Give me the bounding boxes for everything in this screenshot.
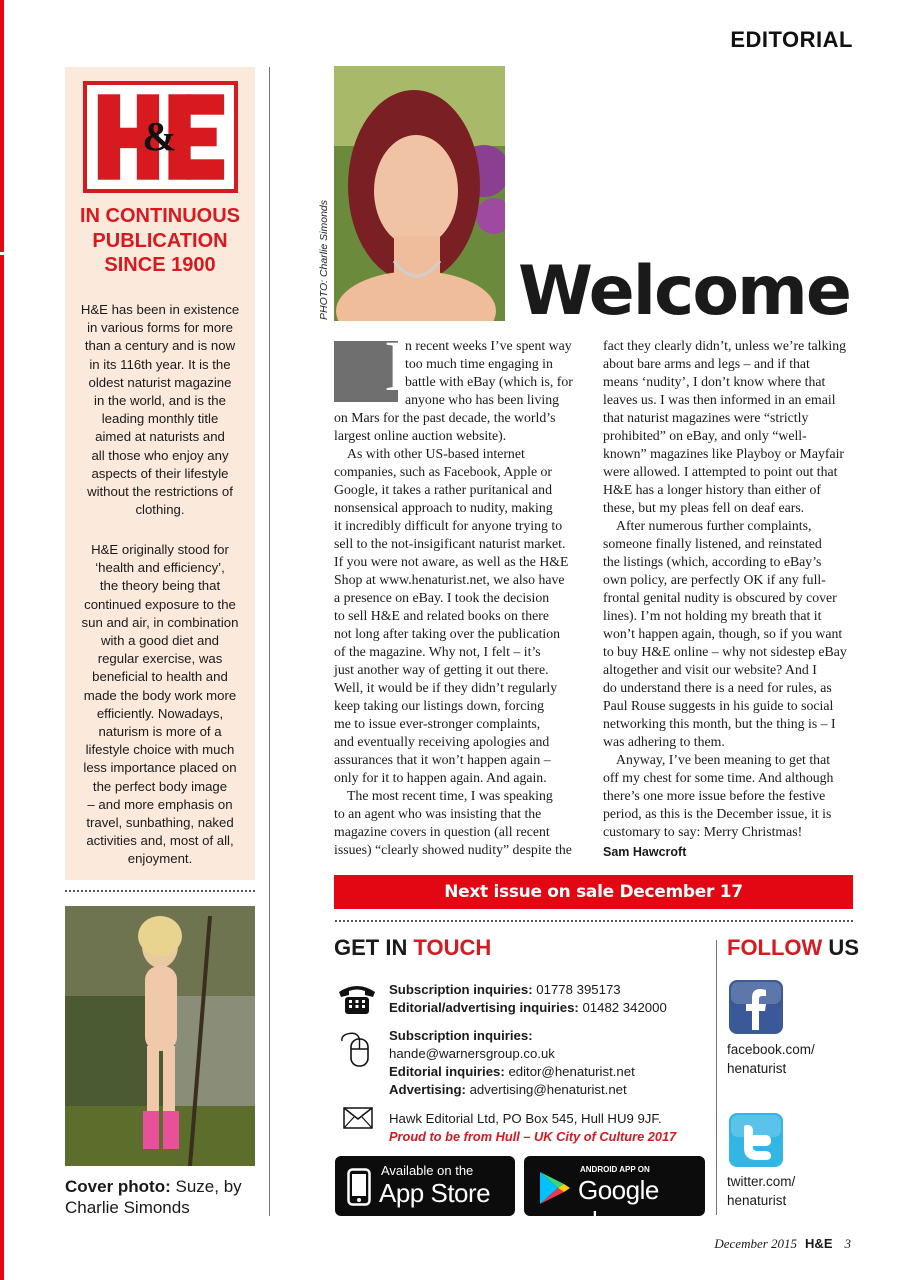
facebook-icon[interactable]	[729, 980, 783, 1034]
drop-cap-letter: I	[384, 326, 408, 406]
sidebar-panel	[65, 67, 255, 880]
text-line: As with other US-based internet	[347, 446, 525, 461]
heading-part: US	[822, 935, 859, 960]
telephone-icon	[337, 982, 377, 1016]
text-line: Well, it would be if they didn’t regularly	[334, 680, 558, 695]
follow-divider	[716, 940, 717, 1215]
sidebar-headline: IN CONTINUOUS PUBLICATION SINCE 1900	[80, 205, 240, 276]
text-line: sell to the not-insigificant naturist market.	[334, 536, 566, 551]
label: Advertising:	[389, 1082, 466, 1097]
text-line: Google, it takes a rather puritanical and	[334, 482, 552, 497]
app-store-big: App Store	[379, 1178, 491, 1208]
cover-photo	[65, 906, 255, 1166]
text-line: these, but my pleas fell on deaf ears.	[603, 500, 805, 515]
app-store-badge[interactable]	[335, 1156, 515, 1216]
heading-part: GET IN	[334, 935, 414, 960]
text-line: someone finally listened, and reinstated	[603, 536, 822, 551]
text-line: customary to say: Merry Christmas!	[603, 824, 803, 839]
editorial-title: Welcome	[518, 252, 851, 331]
phone-icon	[347, 1168, 371, 1206]
text-line: on Mars for the past decade, the world’s	[334, 410, 556, 425]
cover-caption	[65, 1176, 265, 1218]
phone-editorial	[389, 999, 667, 1017]
email-advertising	[389, 1081, 627, 1099]
email-subscription-label	[389, 1027, 533, 1045]
column-divider	[269, 67, 270, 1216]
text-line: and eventually receiving apologies and	[334, 734, 550, 749]
twitter-link[interactable]: twitter.com/ henaturist	[727, 1174, 796, 1208]
google-play-icon	[536, 1170, 572, 1206]
text-line: too much time engaging in	[405, 356, 553, 371]
text-line: not long after taking over the publication	[334, 626, 561, 641]
text-line: a presence on eBay. I took the decision	[334, 590, 550, 605]
text-line: n recent weeks I’ve spent way	[405, 338, 572, 353]
phone-editorial-number[interactable]: 01482 342000	[578, 1000, 667, 1015]
follow-us-heading	[727, 935, 859, 961]
email-editorial	[389, 1063, 635, 1081]
text-line: it incredibly difficult for anyone trying to	[334, 518, 563, 533]
he-logo-graphic	[87, 85, 234, 189]
text-line: frontal genital nudity is obscured by cover	[603, 590, 837, 605]
text-line: The most recent time, I was speaking	[347, 788, 553, 803]
he-logo	[83, 81, 238, 193]
hull-tagline: Proud to be from Hull – UK City of Culture 2017	[389, 1129, 677, 1144]
heading-part-accent: FOLLOW	[727, 935, 823, 960]
text-line: to sell H&E and related books on there	[334, 608, 549, 623]
footer-magazine: H&E	[805, 1236, 833, 1251]
text-line: about bare arms and legs – and if that	[603, 356, 810, 371]
google-play-badge[interactable]	[524, 1156, 705, 1236]
phone-subscription	[389, 981, 621, 999]
text-line: there’s one more issue before the festive	[603, 788, 826, 803]
text-line: period, as this is the December issue, it is	[603, 806, 832, 821]
text-line: lines). I’m not holding my breath that it	[603, 608, 822, 623]
photo-credit: PHOTO: Charlie Simonds	[318, 199, 330, 320]
text-line: only for it to happen again. And again.	[334, 770, 547, 785]
page-edge-bar	[0, 0, 4, 1280]
google-play-small: ANDROID APP ON	[580, 1165, 650, 1174]
text-line: assurances that it won’t happen again –	[334, 752, 551, 767]
mouse-icon	[339, 1029, 373, 1069]
label: Editorial inquiries:	[389, 1064, 505, 1079]
text-line: battle with eBay (which is, for	[405, 374, 573, 389]
text-line: to buy H&E online – why not sidestep eBay	[603, 644, 847, 659]
label: Subscription inquiries:	[389, 982, 533, 997]
text-line: keep taking our listings down, forcing	[334, 698, 544, 713]
text-line: me to issue ever-stronger complaints,	[334, 716, 541, 731]
app-store-small: Available on the	[381, 1163, 474, 1178]
cover-caption-text: Suze, by	[170, 1177, 242, 1196]
text-line: Anyway, I’ve been meaning to get that	[616, 752, 831, 767]
text-line: known” magazines like Playboy or Mayfair	[603, 446, 844, 461]
text-line: were allowed. I attempted to point out that	[603, 464, 838, 479]
phone-subscription-number[interactable]: 01778 395173	[532, 982, 621, 997]
sidebar-paragraph-history: H&E has been in existence in various forms for more than a century and is now in its 116th year. It is the oldest naturist magazine in the world, and is the leading monthly title aimed at naturists and all those who enjoy any aspects of their lifestyle without the restrictions of clothing.	[80, 302, 240, 518]
text-line: was adhering to them.	[603, 734, 725, 749]
facebook-link[interactable]: facebook.com/ henaturist	[727, 1042, 815, 1076]
text-line: Shop at www.henaturist.net, we also have	[334, 572, 565, 587]
text-line: anyone who has been living	[405, 392, 560, 407]
email-advertising-link[interactable]: advertising@henaturist.net	[465, 1082, 627, 1097]
get-in-touch-heading	[334, 935, 491, 961]
page-number: 3	[844, 1236, 851, 1251]
text-line: H&E has a longer history than either of	[603, 482, 822, 497]
text-line: do understand there is a need for rules, as	[603, 680, 832, 695]
text-line: prohibited” on eBay, and only “well-	[603, 428, 807, 443]
postal-address: Hawk Editorial Ltd, PO Box 545, Hull HU9 9JF.	[389, 1111, 662, 1126]
text-line: to an agent who was insisting that the	[334, 806, 542, 821]
text-line: means ‘nudity’, I don’t know where that	[603, 374, 826, 389]
page-footer	[714, 1236, 851, 1252]
text-line: networking this month, but the thing is – I	[603, 716, 836, 731]
text-line: Paul Rouse suggests in his guide to social	[603, 698, 834, 713]
section-title: EDITORIAL	[730, 27, 853, 52]
text-line: just another way of getting it out there.	[334, 662, 549, 677]
next-issue-banner: Next issue on sale December 17	[334, 875, 853, 909]
text-line: If you were not aware, as well as the H&E	[334, 554, 569, 569]
text-line: fact they clearly didn’t, unless we’re talking	[603, 338, 847, 353]
twitter-icon[interactable]	[729, 1113, 783, 1167]
sidebar-divider	[65, 890, 255, 892]
cover-caption-credit: Charlie Simonds	[65, 1198, 190, 1217]
text-line: that naturist magazines were “strictly	[603, 410, 809, 425]
svg-text:&: &	[142, 114, 177, 159]
email-editorial-link[interactable]: editor@henaturist.net	[504, 1064, 635, 1079]
label: Subscription inquiries:	[389, 1028, 533, 1043]
text-line: companies, such as Facebook, Apple or	[334, 464, 553, 479]
text-line: the listings (which, according to eBay’s	[603, 554, 822, 569]
text-line: altogether and visit our website? And I	[603, 662, 817, 677]
heading-part-accent: TOUCH	[413, 935, 492, 960]
text-line: After numerous further complaints,	[616, 518, 812, 533]
text-line: off my chest for some time. And although	[603, 770, 834, 785]
google-play-big: Google play	[578, 1175, 659, 1236]
text-line: of the magazine. Why not, I felt – it’s	[334, 644, 541, 659]
text-line: nonsensical approach to nudity, making	[334, 500, 553, 515]
footer-date: December 2015	[714, 1236, 798, 1251]
text-line: leaves us. I was then informed in an email	[603, 392, 836, 407]
text-line: magazine covers in question (all recent	[334, 824, 550, 839]
text-line: won’t happen again, though, so if you want	[603, 626, 843, 641]
email-subscription-link[interactable]: hande@warnersgroup.co.uk	[389, 1046, 555, 1061]
label: Editorial/advertising inquiries:	[389, 1000, 579, 1015]
text-line: own policy, are perfectly OK if any full-	[603, 572, 826, 587]
sidebar-paragraph-origin: H&E originally stood for ‘health and efficiency’, the theory being that continued exposure to the sun and air, in combination with a good diet and regular exercise, was beneficial to health and made the body work more efficiently. Nowadays, naturism is more of a lifestyle choice with much less importance placed on the perfect body image – and more emphasis on travel, sunbathing, naked activities and, most of all, enjoyment.	[81, 542, 239, 867]
text-line: largest online auction website).	[334, 428, 507, 443]
envelope-icon	[343, 1107, 373, 1129]
editor-photo	[334, 66, 505, 321]
editor-signature: Sam Hawcroft	[603, 845, 687, 859]
text-line: issues) “clearly showed nudity” despite the	[334, 842, 572, 857]
cover-caption-label: Cover photo:	[65, 1177, 171, 1196]
contact-divider	[335, 920, 853, 922]
